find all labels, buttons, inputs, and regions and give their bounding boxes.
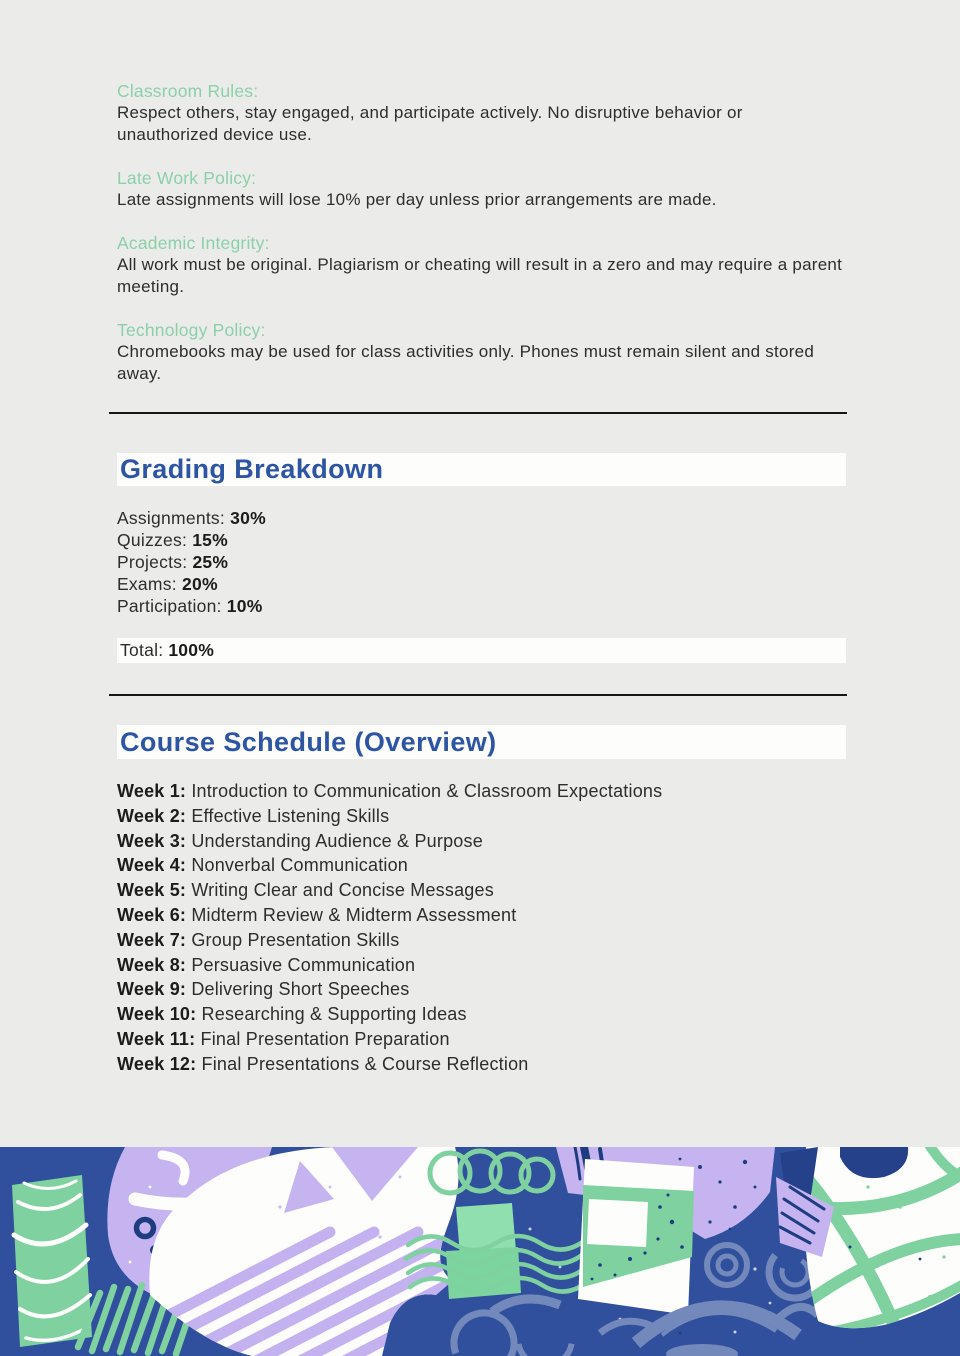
grading-item bbox=[117, 507, 846, 529]
grading-total-label: Total: bbox=[120, 640, 164, 660]
marbled-rectangle bbox=[12, 1175, 92, 1347]
grading-total-bar bbox=[117, 638, 846, 663]
schedule-week-label: Week 9: bbox=[117, 979, 187, 1000]
policy-heading: Classroom Rules: bbox=[117, 81, 259, 101]
schedule-week-row bbox=[117, 1002, 846, 1027]
grading-list bbox=[117, 507, 846, 617]
grading-item-label: Assignments: bbox=[117, 508, 226, 528]
grading-item bbox=[117, 595, 846, 617]
schedule-week-label: Week 8: bbox=[117, 954, 187, 975]
grading-item-value: 30% bbox=[230, 508, 266, 528]
footer-artwork bbox=[0, 1147, 960, 1356]
grading-item bbox=[117, 551, 846, 573]
schedule-week-topic: Persuasive Communication bbox=[191, 954, 416, 975]
section-divider bbox=[109, 694, 847, 696]
page-content bbox=[117, 80, 846, 1077]
policy-heading: Late Work Policy: bbox=[117, 168, 257, 188]
schedule-week-topic: Group Presentation Skills bbox=[191, 929, 400, 950]
policy-body: Respect others, stay engaged, and participate actively. No disruptive behavior or unauthorized device use. bbox=[117, 103, 743, 144]
grading-title-bar bbox=[117, 453, 846, 486]
schedule-week-row bbox=[117, 853, 846, 878]
schedule-week-row bbox=[117, 779, 846, 804]
grading-item-label: Participation: bbox=[117, 596, 222, 616]
policy-block bbox=[117, 167, 846, 211]
schedule-week-label: Week 5: bbox=[117, 880, 187, 901]
schedule-week-list bbox=[117, 779, 846, 1077]
grading-item-value: 20% bbox=[181, 574, 218, 594]
schedule-week-label: Week 7: bbox=[117, 929, 187, 950]
schedule-week-topic: Researching & Supporting Ideas bbox=[201, 1004, 467, 1025]
schedule-week-topic: Understanding Audience & Purpose bbox=[191, 830, 483, 851]
grading-item-label: Exams: bbox=[117, 574, 177, 594]
grading-item-label: Quizzes: bbox=[117, 530, 188, 550]
schedule-week-label: Week 3: bbox=[117, 830, 187, 851]
policy-body: Late assignments will lose 10% per day unless prior arrangements are made. bbox=[117, 190, 717, 209]
grading-item-label: Projects: bbox=[117, 552, 188, 572]
schedule-week-topic: Final Presentations & Course Reflection bbox=[201, 1053, 529, 1074]
schedule-week-topic: Nonverbal Communication bbox=[191, 855, 409, 876]
schedule-week-label: Week 10: bbox=[117, 1004, 197, 1025]
grading-item-value: 25% bbox=[192, 552, 229, 572]
schedule-week-row bbox=[117, 829, 846, 854]
schedule-week-label: Week 1: bbox=[117, 781, 187, 801]
grading-item bbox=[117, 573, 846, 595]
schedule-week-row bbox=[117, 878, 846, 903]
section-divider bbox=[109, 412, 847, 414]
grading-total-value: 100% bbox=[168, 640, 215, 660]
schedule-week-label: Week 12: bbox=[117, 1053, 197, 1074]
schedule-section-title: Course Schedule (Overview) bbox=[120, 726, 497, 757]
schedule-title-bar bbox=[117, 725, 846, 759]
schedule-week-label: Week 2: bbox=[117, 805, 187, 826]
policy-block bbox=[117, 319, 846, 385]
schedule-week-topic: Midterm Review & Midterm Assessment bbox=[191, 904, 517, 925]
schedule-week-row bbox=[117, 928, 846, 953]
schedule-week-topic: Delivering Short Speeches bbox=[191, 979, 410, 1000]
policy-heading: Technology Policy: bbox=[117, 320, 266, 340]
schedule-week-label: Week 6: bbox=[117, 904, 187, 925]
schedule-week-row bbox=[117, 977, 846, 1002]
schedule-week-row bbox=[117, 804, 846, 829]
schedule-week-row bbox=[117, 953, 846, 978]
schedule-week-topic: Writing Clear and Concise Messages bbox=[191, 880, 494, 901]
grading-section-title: Grading Breakdown bbox=[120, 454, 384, 484]
schedule-week-row bbox=[117, 1052, 846, 1077]
policies-section bbox=[117, 80, 846, 385]
policy-heading: Academic Integrity: bbox=[117, 233, 270, 253]
banded-card bbox=[578, 1159, 694, 1315]
policy-body: Chromebooks may be used for class activities only. Phones must remain silent and stored away. bbox=[117, 342, 815, 383]
schedule-week-label: Week 11: bbox=[117, 1028, 196, 1049]
schedule-week-row bbox=[117, 903, 846, 928]
grading-item bbox=[117, 529, 846, 551]
grading-item-value: 10% bbox=[226, 596, 263, 616]
policy-body: All work must be original. Plagiarism or cheating will result in a zero and may require a parent meeting. bbox=[117, 255, 843, 296]
schedule-week-row bbox=[117, 1027, 846, 1052]
policy-block bbox=[117, 80, 846, 146]
schedule-week-topic: Final Presentation Preparation bbox=[200, 1028, 450, 1049]
schedule-week-topic: Introduction to Communication & Classroom Expectations bbox=[191, 781, 663, 801]
grading-item-value: 15% bbox=[192, 530, 228, 550]
schedule-week-label: Week 4: bbox=[117, 855, 187, 876]
policy-block bbox=[117, 232, 846, 298]
schedule-week-topic: Effective Listening Skills bbox=[191, 805, 390, 826]
